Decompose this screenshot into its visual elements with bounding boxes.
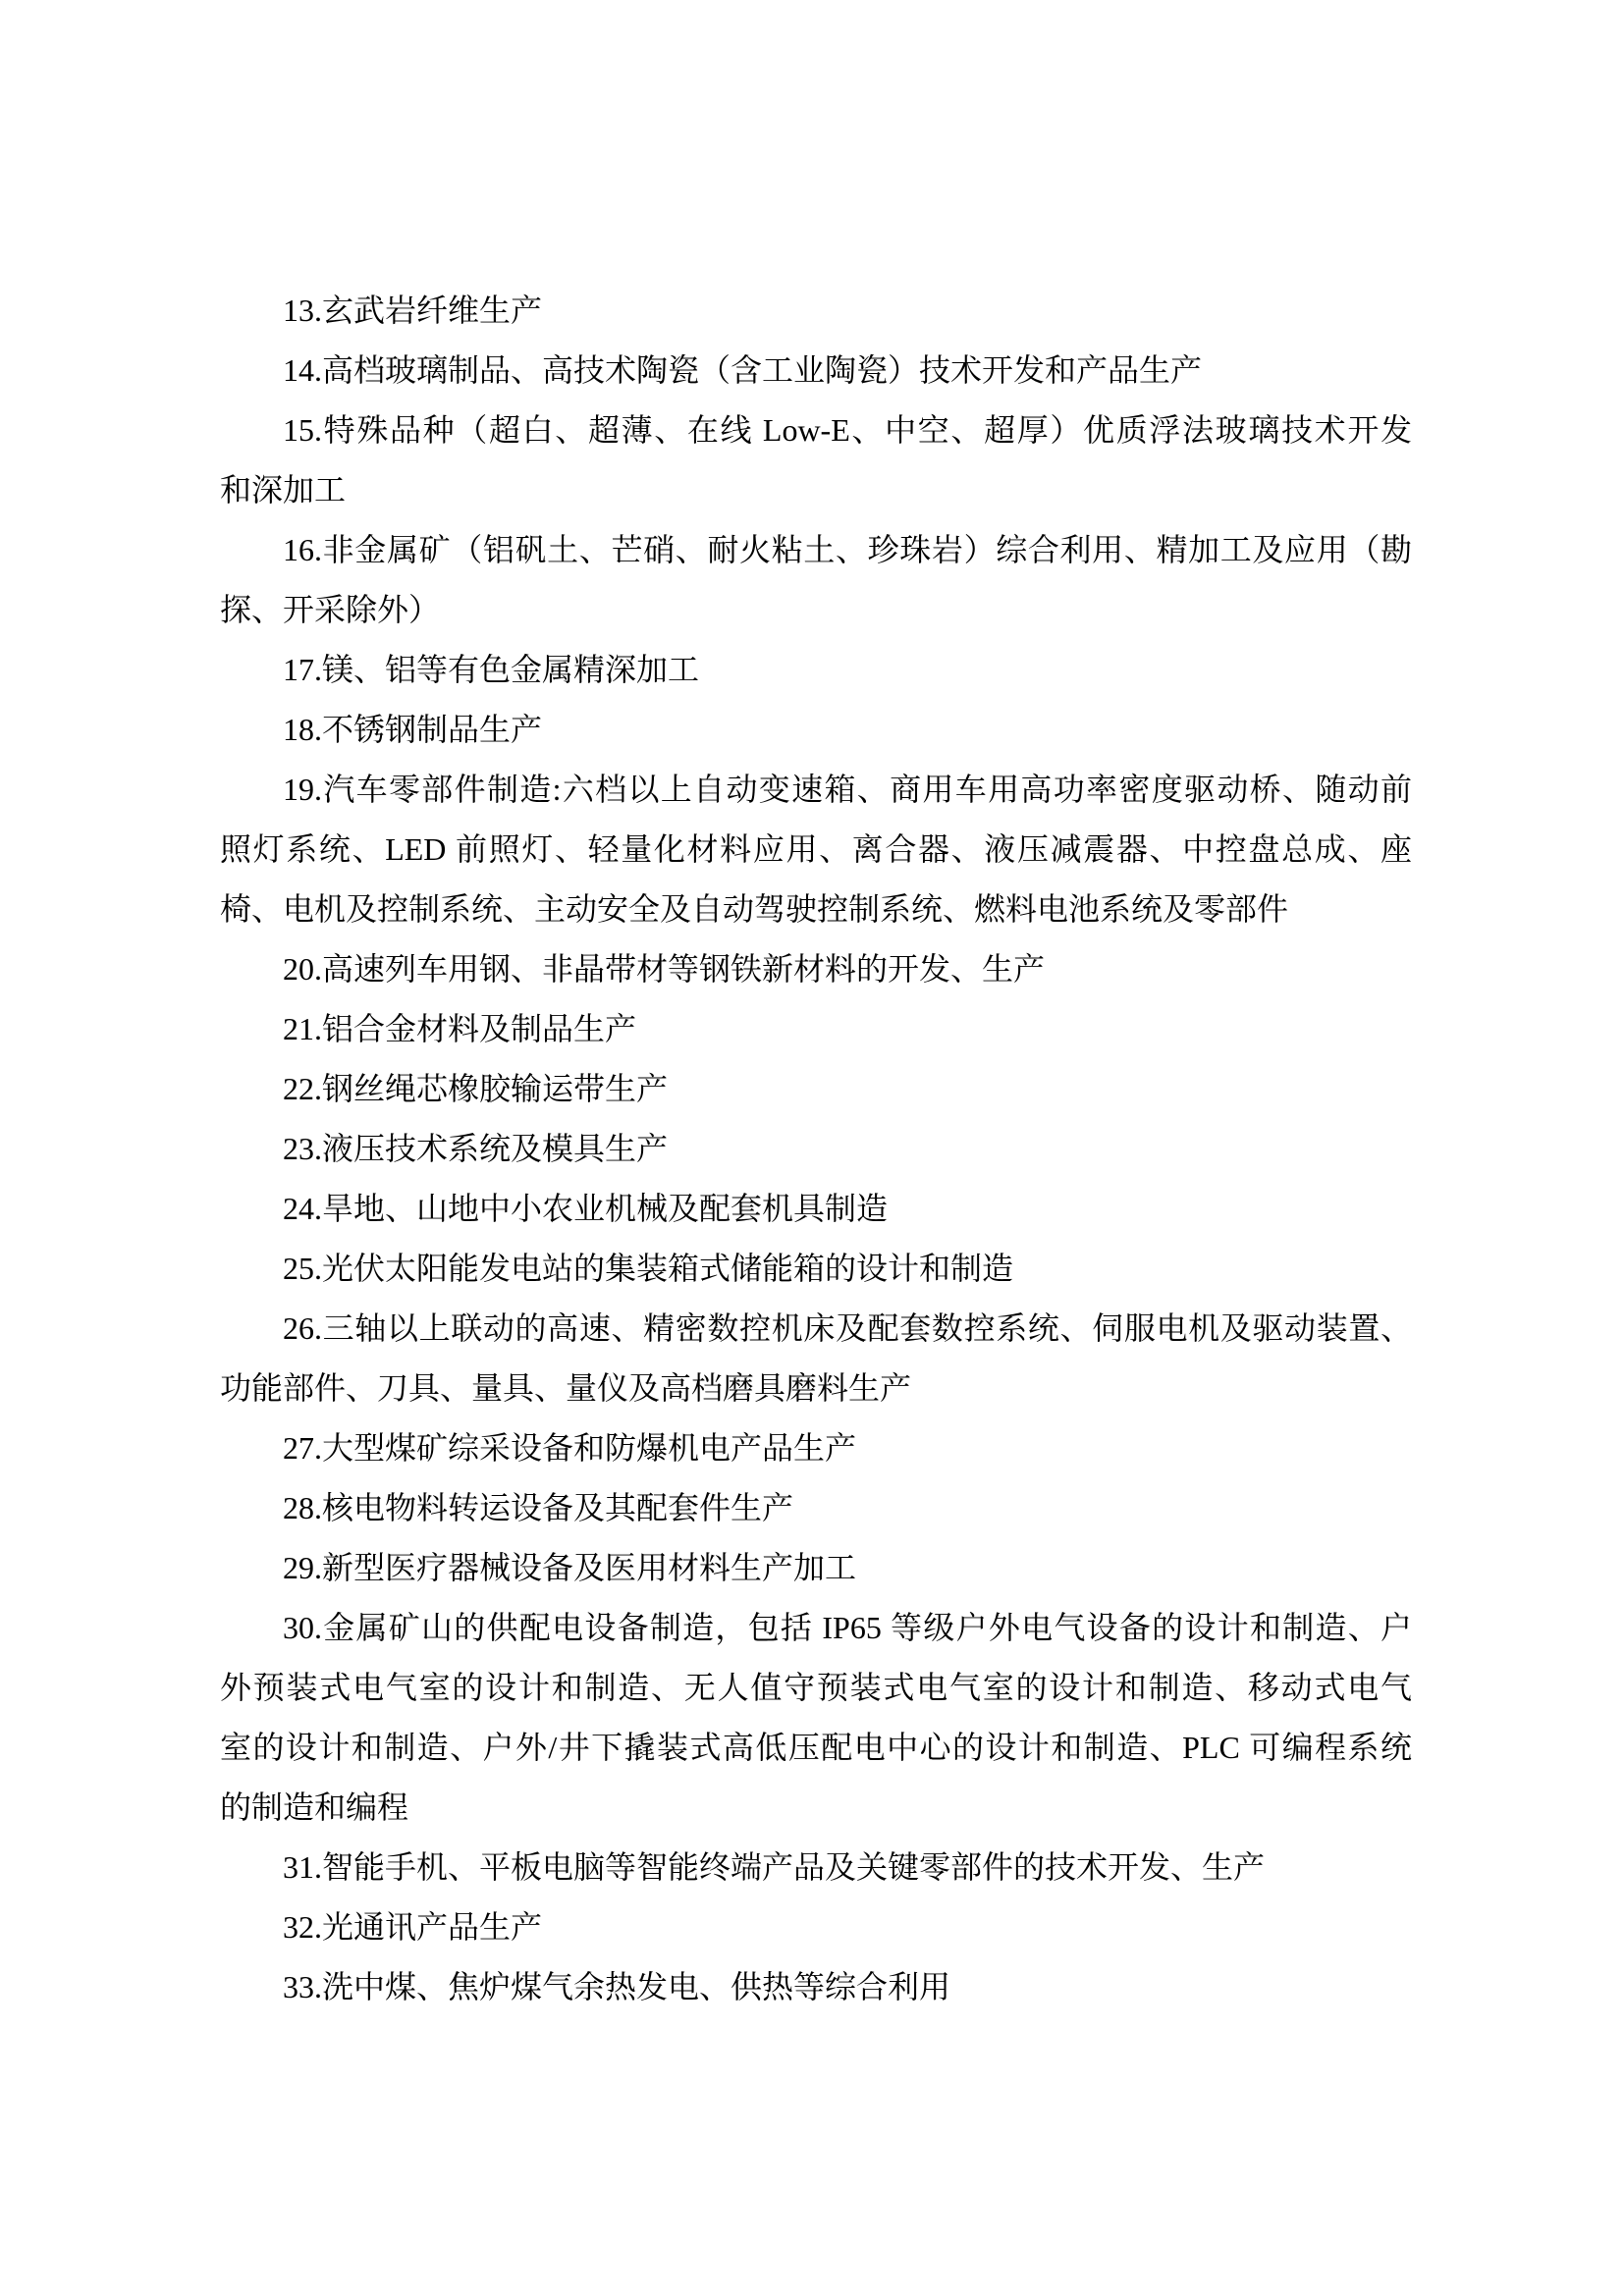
text-line: 30.金属矿山的供配电设备制造，包括 IP65 等级户外电气设备的设计和制造、户	[283, 1610, 1412, 1645]
text-block	[220, 281, 1412, 2017]
text-line: 照灯系统、LED 前照灯、轻量化材料应用、离合器、液压减震器、中控盘总成、座	[220, 831, 1412, 867]
text-line: 25.光伏太阳能发电站的集装箱式储能箱的设计和制造	[283, 1251, 1014, 1286]
text-line: 的制造和编程	[220, 1789, 409, 1825]
text-line: 16.非金属矿（铝矾土、芒硝、耐火粘土、珍珠岩）综合利用、精加工及应用（勘	[283, 532, 1412, 567]
text-line: 29.新型医疗器械设备及医用材料生产加工	[283, 1550, 857, 1585]
text-line: 17.镁、铝等有色金属精深加工	[283, 652, 700, 687]
text-line: 24.旱地、山地中小农业机械及配套机具制造	[283, 1191, 889, 1226]
text-line: 32.光通讯产品生产	[283, 1909, 543, 1945]
text-line: 椅、电机及控制系统、主动安全及自动驾驶控制系统、燃料电池系统及零部件	[220, 891, 1289, 927]
text-line: 31.智能手机、平板电脑等智能终端产品及关键零部件的技术开发、生产	[283, 1849, 1266, 1885]
text-line: 14.高档玻璃制品、高技术陶瓷（含工业陶瓷）技术开发和产品生产	[283, 352, 1203, 388]
text-line: 27.大型煤矿综采设备和防爆机电产品生产	[283, 1430, 857, 1466]
text-line: 19.汽车零部件制造:六档以上自动变速箱、商用车用高功率密度驱动桥、随动前	[283, 772, 1412, 807]
text-line: 23.液压技术系统及模具生产	[283, 1131, 669, 1166]
text-line: 15.特殊品种（超白、超薄、在线 Low-E、中空、超厚）优质浮法玻璃技术开发	[283, 412, 1412, 448]
text-line: 13.玄武岩纤维生产	[283, 293, 543, 328]
text-line: 功能部件、刀具、量具、量仪及高档磨具磨料生产	[220, 1370, 912, 1406]
text-line: 18.不锈钢制品生产	[283, 712, 543, 747]
text-line: 和深加工	[220, 472, 347, 507]
text-line: 28.核电物料转运设备及其配套件生产	[283, 1490, 794, 1525]
text-line: 26.三轴以上联动的高速、精密数控机床及配套数控系统、伺服电机及驱动装置、	[283, 1310, 1412, 1346]
text-line: 外预装式电气室的设计和制造、无人值守预装式电气室的设计和制造、移动式电气	[220, 1670, 1412, 1705]
text-line: 室的设计和制造、户外/井下撬装式高低压配电中心的设计和制造、PLC 可编程系统	[220, 1730, 1412, 1765]
text-line: 22.钢丝绳芯橡胶输运带生产	[283, 1071, 669, 1106]
text-line: 33.洗中煤、焦炉煤气余热发电、供热等综合利用	[283, 1969, 951, 2004]
text-line: 20.高速列车用钢、非晶带材等钢铁新材料的开发、生产	[283, 951, 1046, 987]
text-line: 21.铝合金材料及制品生产	[283, 1011, 637, 1046]
text-line: 探、开采除外）	[220, 592, 441, 627]
